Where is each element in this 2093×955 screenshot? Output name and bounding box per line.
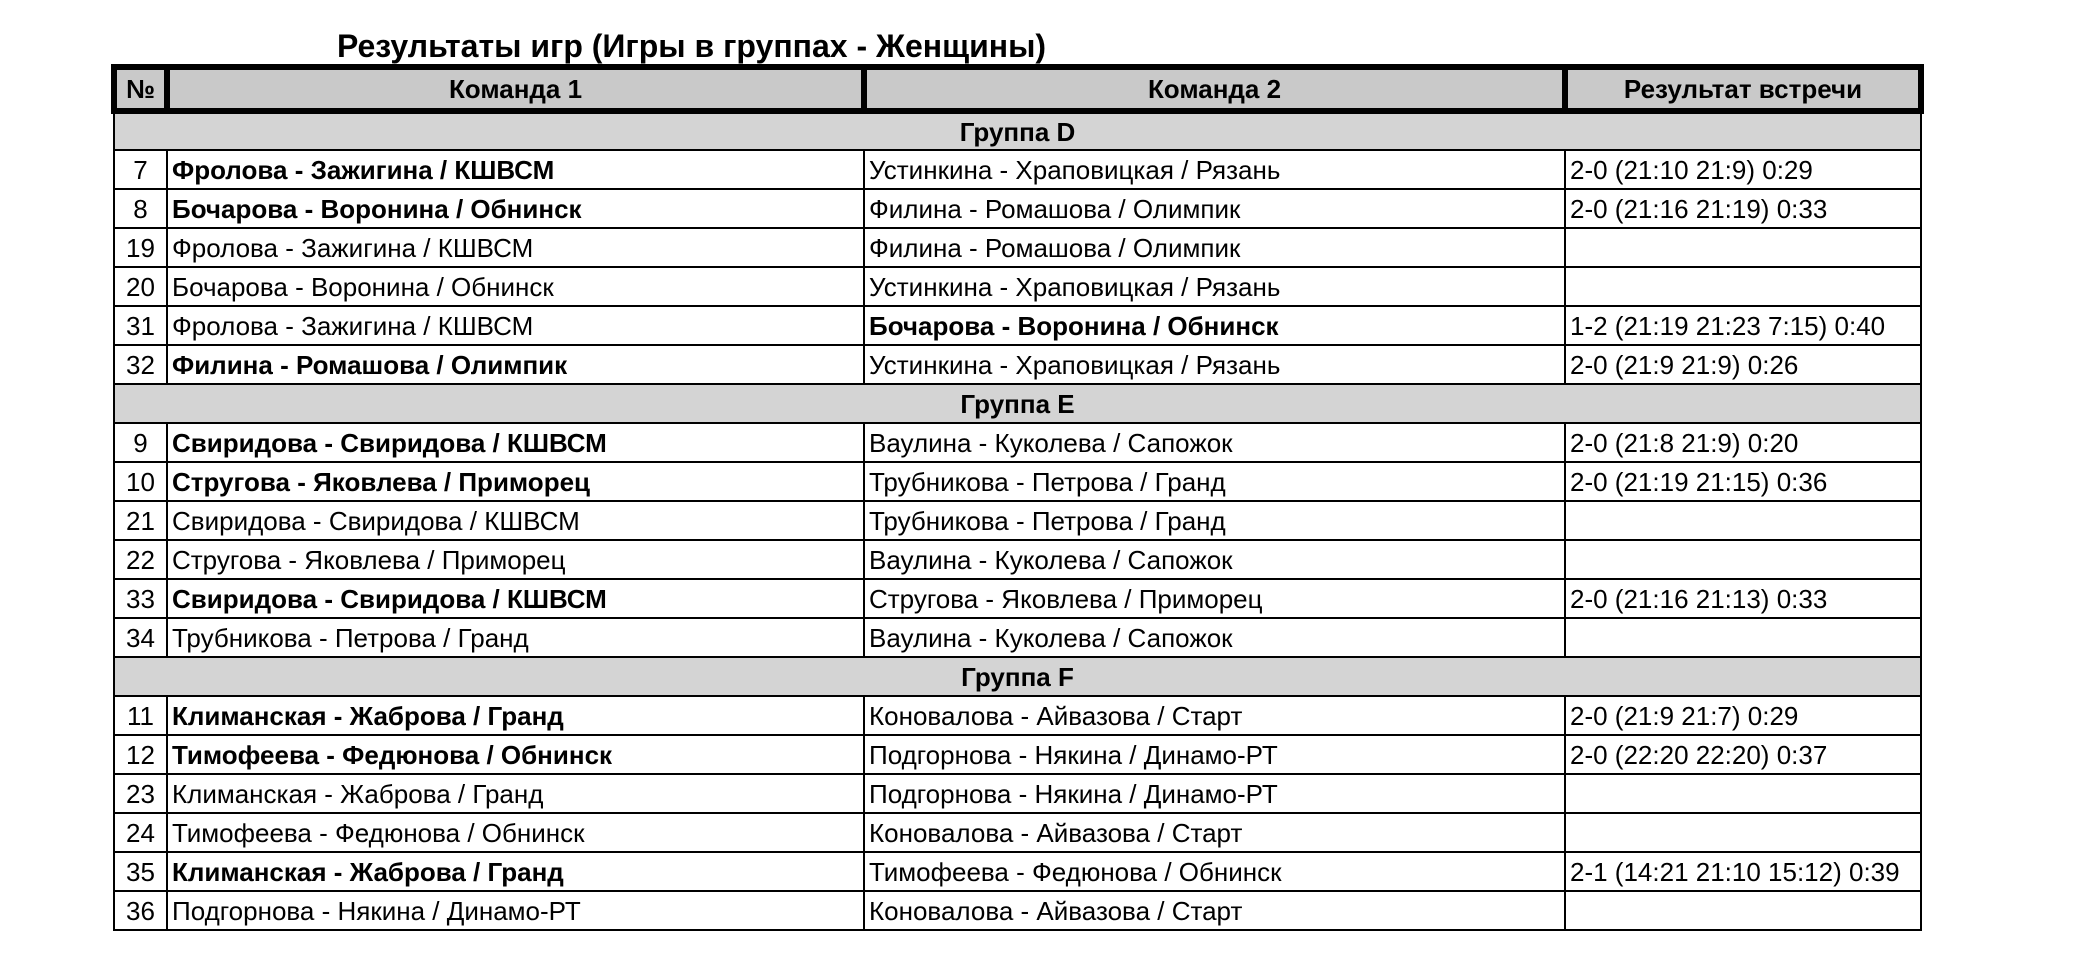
match-number-cell: 24 xyxy=(114,813,167,852)
result-cell xyxy=(1565,618,1921,657)
team2-cell: Устинкина - Храповицкая / Рязань xyxy=(864,150,1565,189)
team1-cell: Фролова - Зажигина / КШВСМ xyxy=(167,150,864,189)
header-row xyxy=(114,67,1921,111)
match-number-cell: 22 xyxy=(114,540,167,579)
team2-cell: Ваулина - Куколева / Сапожок xyxy=(864,423,1565,462)
table-row xyxy=(114,852,1921,891)
result-cell xyxy=(1565,501,1921,540)
team1-cell: Свиридова - Свиридова / КШВСМ xyxy=(167,579,864,618)
match-number-cell: 19 xyxy=(114,228,167,267)
table-row xyxy=(114,696,1921,735)
table-row xyxy=(114,306,1921,345)
page-title-text: Результаты игр (Игры в группах - Женщины) xyxy=(336,28,1047,64)
team2-cell: Филина - Ромашова / Олимпик xyxy=(864,228,1565,267)
match-number-cell: 12 xyxy=(114,735,167,774)
match-number-cell: 23 xyxy=(114,774,167,813)
match-number-cell: 11 xyxy=(114,696,167,735)
team1-cell: Подгорнова - Някина / Динамо-РТ xyxy=(167,891,864,930)
result-cell: 2-0 (21:16 21:13) 0:33 xyxy=(1565,579,1921,618)
table-row xyxy=(114,150,1921,189)
team2-cell: Коновалова - Айвазова / Старт xyxy=(864,813,1565,852)
team2-cell: Коновалова - Айвазова / Старт xyxy=(864,696,1565,735)
column-header-result: Результат встречи xyxy=(1565,67,1921,111)
team1-cell: Климанская - Жаброва / Гранд xyxy=(167,774,864,813)
result-cell: 2-0 (21:19 21:15) 0:36 xyxy=(1565,462,1921,501)
match-number-cell: 21 xyxy=(114,501,167,540)
result-cell xyxy=(1565,540,1921,579)
match-number-cell: 33 xyxy=(114,579,167,618)
group-header-row xyxy=(114,384,1921,423)
team1-cell: Тимофеева - Федюнова / Обнинск xyxy=(167,735,864,774)
team1-cell: Бочарова - Воронина / Обнинск xyxy=(167,189,864,228)
team1-cell: Свиридова - Свиридова / КШВСМ xyxy=(167,423,864,462)
team2-cell: Трубникова - Петрова / Гранд xyxy=(864,501,1565,540)
team2-cell: Тимофеева - Федюнова / Обнинск xyxy=(864,852,1565,891)
result-cell: 2-0 (21:8 21:9) 0:20 xyxy=(1565,423,1921,462)
group-title: Группа F xyxy=(114,657,1921,696)
table-row xyxy=(114,540,1921,579)
table-row xyxy=(114,462,1921,501)
result-cell: 2-0 (21:9 21:7) 0:29 xyxy=(1565,696,1921,735)
column-header-team1: Команда 1 xyxy=(167,67,864,111)
match-number-cell: 31 xyxy=(114,306,167,345)
match-number-cell: 10 xyxy=(114,462,167,501)
team2-cell: Стругова - Яковлева / Приморец xyxy=(864,579,1565,618)
result-cell xyxy=(1565,891,1921,930)
match-number-cell: 9 xyxy=(114,423,167,462)
team2-cell: Устинкина - Храповицкая / Рязань xyxy=(864,267,1565,306)
table-row xyxy=(114,501,1921,540)
result-cell: 2-0 (21:16 21:19) 0:33 xyxy=(1565,189,1921,228)
table-row xyxy=(114,267,1921,306)
match-number-cell: 32 xyxy=(114,345,167,384)
result-cell xyxy=(1565,813,1921,852)
match-number-cell: 7 xyxy=(114,150,167,189)
table-row xyxy=(114,813,1921,852)
team1-cell: Бочарова - Воронина / Обнинск xyxy=(167,267,864,306)
team2-cell: Подгорнова - Някина / Динамо-РТ xyxy=(864,735,1565,774)
group-header-row xyxy=(114,111,1921,150)
team2-cell: Филина - Ромашова / Олимпик xyxy=(864,189,1565,228)
match-number-cell: 36 xyxy=(114,891,167,930)
result-cell: 2-0 (22:20 22:20) 0:37 xyxy=(1565,735,1921,774)
team1-cell: Стругова - Яковлева / Приморец xyxy=(167,540,864,579)
page-title xyxy=(0,26,1362,66)
team1-cell: Филина - Ромашова / Олимпик xyxy=(167,345,864,384)
table-row xyxy=(114,891,1921,930)
team2-cell: Устинкина - Храповицкая / Рязань xyxy=(864,345,1565,384)
result-cell xyxy=(1565,267,1921,306)
results-sheet xyxy=(111,64,1924,931)
team2-cell: Бочарова - Воронина / Обнинск xyxy=(864,306,1565,345)
results-table xyxy=(111,64,1924,931)
results-body xyxy=(114,111,1921,930)
team1-cell: Стругова - Яковлева / Приморец xyxy=(167,462,864,501)
team2-cell: Подгорнова - Някина / Динамо-РТ xyxy=(864,774,1565,813)
team1-cell: Фролова - Зажигина / КШВСМ xyxy=(167,306,864,345)
table-row xyxy=(114,189,1921,228)
team2-cell: Коновалова - Айвазова / Старт xyxy=(864,891,1565,930)
table-row xyxy=(114,774,1921,813)
table-row xyxy=(114,579,1921,618)
column-header-team2: Команда 2 xyxy=(864,67,1565,111)
table-row xyxy=(114,345,1921,384)
match-number-cell: 20 xyxy=(114,267,167,306)
result-cell: 2-0 (21:10 21:9) 0:29 xyxy=(1565,150,1921,189)
result-cell xyxy=(1565,228,1921,267)
group-title: Группа E xyxy=(114,384,1921,423)
match-number-cell: 35 xyxy=(114,852,167,891)
team2-cell: Трубникова - Петрова / Гранд xyxy=(864,462,1565,501)
team1-cell: Климанская - Жаброва / Гранд xyxy=(167,696,864,735)
result-cell: 1-2 (21:19 21:23 7:15) 0:40 xyxy=(1565,306,1921,345)
table-row xyxy=(114,735,1921,774)
match-number-cell: 34 xyxy=(114,618,167,657)
group-title: Группа D xyxy=(114,111,1921,150)
team1-cell: Тимофеева - Федюнова / Обнинск xyxy=(167,813,864,852)
match-number-cell: 8 xyxy=(114,189,167,228)
table-row xyxy=(114,423,1921,462)
team1-cell: Фролова - Зажигина / КШВСМ xyxy=(167,228,864,267)
result-cell: 2-0 (21:9 21:9) 0:26 xyxy=(1565,345,1921,384)
table-row xyxy=(114,618,1921,657)
team1-cell: Трубникова - Петрова / Гранд xyxy=(167,618,864,657)
result-cell xyxy=(1565,774,1921,813)
team2-cell: Ваулина - Куколева / Сапожок xyxy=(864,618,1565,657)
column-header-no: № xyxy=(114,67,167,111)
team1-cell: Климанская - Жаброва / Гранд xyxy=(167,852,864,891)
group-header-row xyxy=(114,657,1921,696)
team2-cell: Ваулина - Куколева / Сапожок xyxy=(864,540,1565,579)
result-cell: 2-1 (14:21 21:10 15:12) 0:39 xyxy=(1565,852,1921,891)
team1-cell: Свиридова - Свиридова / КШВСМ xyxy=(167,501,864,540)
table-row xyxy=(114,228,1921,267)
